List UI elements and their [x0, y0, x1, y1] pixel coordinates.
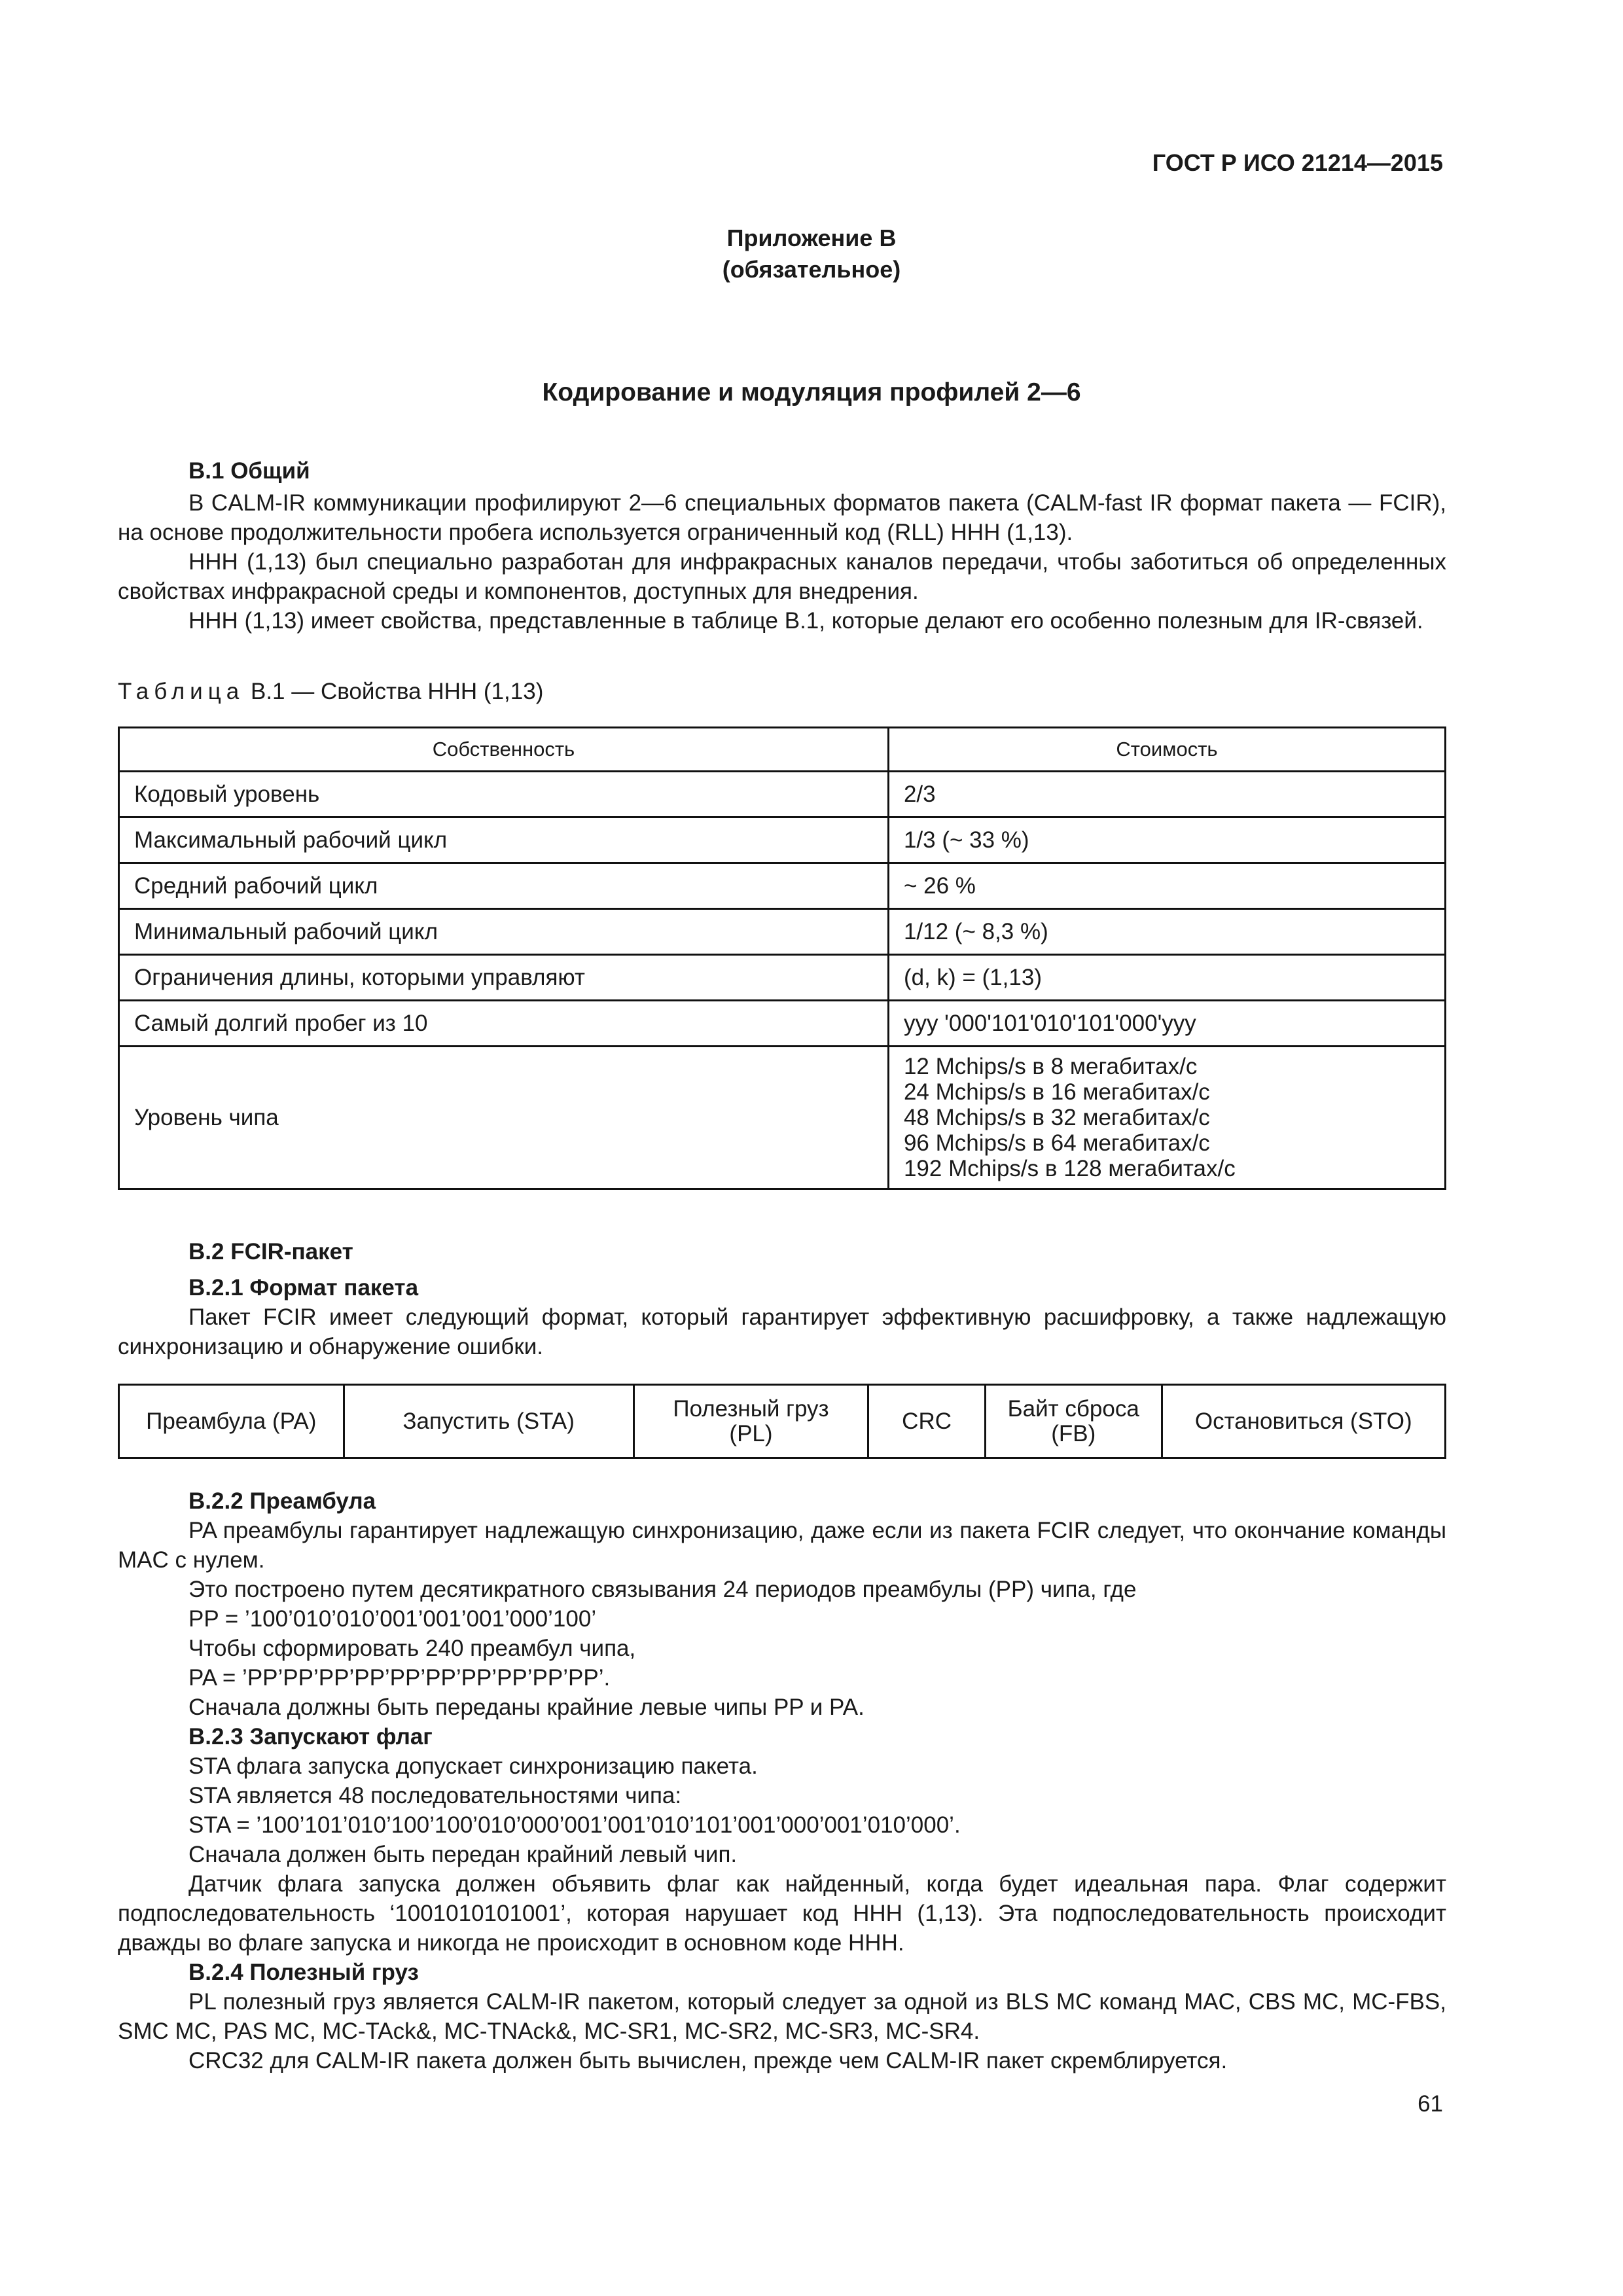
table-row — [119, 1001, 1446, 1047]
packet-field-line: Полезный груз — [673, 1395, 829, 1422]
paragraph: CRC32 для CALM-IR пакета должен быть вычислен, прежде чем CALM-IR пакет скремблируется. — [188, 2048, 1228, 2073]
table-row — [119, 772, 1446, 817]
paragraph: PL полезный груз является CALM-IR пакетом, который следует за одной из BLS MC команд MAC, CBS MC, MC-FBS, SMC MC, PAS MC, MC-TAck&, MC-TNAck&, MC-SR1, MC-SR2, MC-SR3, MC-SR4. — [118, 1989, 1446, 2044]
paragraph: STA является 48 последовательностями чипа: — [188, 1783, 682, 1808]
table-row — [119, 955, 1446, 1001]
packet-field-stop: Остановиться (STO) — [1162, 1385, 1445, 1458]
property-cell: Средний рабочий цикл — [119, 863, 889, 909]
chip-rate-line: 24 Mchips/s в 16 мегабитах/с — [903, 1079, 1210, 1105]
properties-table — [118, 726, 1446, 1190]
subsection-heading: В.2.4 Полезный груз — [188, 1960, 419, 1985]
paragraph: HHH (1,13) был специально разработан для инфракрасных каналов передачи, чтобы заботиться об определенных свойствах инфракрасной среды и компонентов, доступных для внедрения. — [118, 549, 1446, 604]
annex-title: Приложение В — [726, 224, 897, 251]
table-caption-text: В.1 — Свойства HHH (1,13) — [250, 679, 544, 704]
subsection-heading: В.2.2 Преамбула — [188, 1488, 376, 1514]
property-cell: Ограничения длины, которыми управляют — [119, 955, 889, 1001]
page-number: 61 — [1418, 2091, 1443, 2117]
value-cell — [888, 1047, 1445, 1189]
table-row — [119, 909, 1446, 955]
chip-rate-line: 48 Mchips/s в 32 мегабитах/с — [903, 1105, 1210, 1130]
paragraph: Пакет FCIR имеет следующий формат, который гарантирует эффективную расшифровку, а также надлежащую синхронизацию и обнаружение ошибки. — [118, 1304, 1446, 1359]
table-header-row — [119, 728, 1446, 772]
packet-field-line: Байт сброса — [1007, 1395, 1139, 1422]
chip-rate-line: 12 Mchips/s в 8 мегабитах/с — [903, 1054, 1198, 1079]
paragraph: HHH (1,13) имеет свойства, представленные в таблице В.1, которые делают его особенно полезным для IR-связей. — [188, 608, 1423, 634]
table-row — [119, 817, 1446, 863]
value-cell: yyy '000'101'010'101'000'yyy — [888, 1001, 1445, 1047]
packet-field-payload — [633, 1385, 868, 1458]
paragraph: PA = ’PP’PP’PP’PP’PP’PP’PP’PP’PP’PP’. — [188, 1665, 611, 1691]
paragraph: Сначала должны быть переданы крайние левые чипы PP и PA. — [188, 1695, 865, 1720]
subsection-heading: В.2.3 Запускают флаг — [188, 1724, 433, 1749]
value-cell: ~ 26 % — [888, 863, 1445, 909]
value-cell: 2/3 — [888, 772, 1445, 817]
paragraph: Чтобы сформировать 240 преамбул чипа, — [188, 1636, 636, 1661]
paragraph: STA флага запуска допускает синхронизацию пакета. — [188, 1753, 758, 1779]
property-cell: Кодовый уровень — [119, 772, 889, 817]
paragraph: STA = ’100’101’010’100’100’010’000’001’001’010’101’001’000’001’010’000’. — [188, 1812, 961, 1838]
paragraph: Сначала должен быть передан крайний левый чип. — [188, 1842, 738, 1867]
property-cell: Минимальный рабочий цикл — [119, 909, 889, 955]
property-cell: Максимальный рабочий цикл — [119, 817, 889, 863]
value-cell: (d, k) = (1,13) — [888, 955, 1445, 1001]
value-cell: 1/3 (~ 33 %) — [888, 817, 1445, 863]
column-header-value: Стоимость — [888, 728, 1445, 772]
standard-designation: ГОСТ Р ИСО 21214—2015 — [1152, 149, 1443, 176]
table-row — [119, 1047, 1446, 1189]
chip-rate-line: 192 Mchips/s в 128 мегабитах/с — [903, 1156, 1236, 1181]
section-b1 — [118, 456, 1446, 636]
packet-format-row — [119, 1385, 1446, 1458]
paragraph: Датчик флага запуска должен объявить флаг как найденный, когда будет идеальная пара. Флаг содержит подпоследовательность ‘1001010101001’, которая нарушает код HHH (1,13). Эта подпоследовательность происходит дважды во флаге запуска и никогда не происходит в основном коде HHH. — [118, 1871, 1446, 1956]
property-cell: Уровень чипа — [119, 1047, 889, 1189]
packet-field-line: (FB) — [1051, 1420, 1096, 1446]
column-header-property: Собственность — [119, 728, 889, 772]
table-row — [119, 863, 1446, 909]
packet-field-preamble: Преамбула (PA) — [119, 1385, 344, 1458]
subsection-heading: В.2.1 Формат пакета — [188, 1275, 419, 1300]
section-b2 — [118, 1237, 1446, 1361]
paragraph: В CALM-IR коммуникации профилируют 2—6 специальных форматов пакета (CALM-fast IR формат пакета — FCIR), на основе продолжительности пробега используется ограниченный код (RLL) HHH (1,13). — [118, 490, 1446, 545]
section-heading: В.1 Общий — [188, 458, 310, 484]
section-heading: В.2 FCIR-пакет — [188, 1239, 353, 1265]
packet-format-table — [118, 1384, 1446, 1459]
value-cell: 1/12 (~ 8,3 %) — [888, 909, 1445, 955]
property-cell: Самый долгий пробег из 10 — [119, 1001, 889, 1047]
table-caption-prefix: Таблица — [118, 679, 245, 704]
paragraph: PP = ’100’010’010’001’001’001’000’100’ — [188, 1606, 597, 1632]
packet-field-start: Запустить (STA) — [344, 1385, 633, 1458]
table-caption — [118, 679, 543, 705]
paragraph: Это построено путем десятикратного связывания 24 периодов преамбулы (PP) чипа, где — [188, 1577, 1137, 1602]
packet-field-crc: CRC — [868, 1385, 986, 1458]
paragraph: PA преамбулы гарантирует надлежащую синхронизацию, даже если из пакета FCIR следует, что окончание команды MAC с нулем. — [118, 1518, 1446, 1573]
section-b2-details — [118, 1486, 1446, 2075]
chip-rate-line: 96 Mchips/s в 64 мегабитах/с — [903, 1130, 1210, 1156]
packet-field-line: (PL) — [729, 1420, 773, 1446]
packet-field-flush-byte — [985, 1385, 1162, 1458]
annex-status: (обязательное) — [722, 256, 901, 283]
document-title: Кодирование и модуляция профилей 2—6 — [542, 378, 1081, 406]
